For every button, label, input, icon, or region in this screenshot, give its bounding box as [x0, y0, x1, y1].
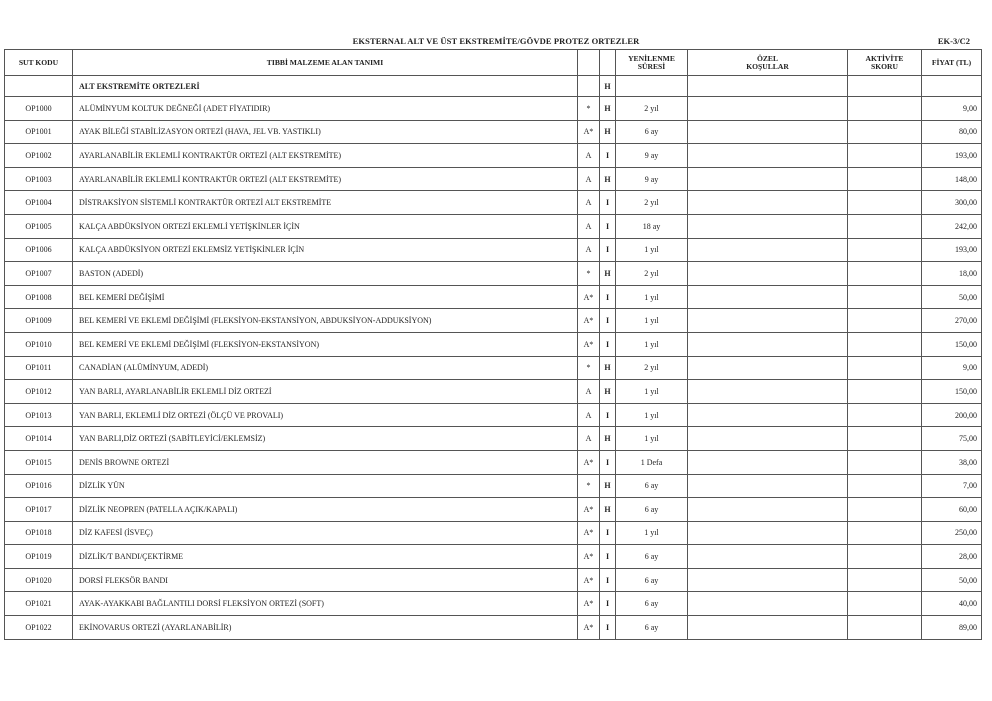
material-name-cell: DİZLİK NEOPREN (PATELLA AÇIK/KAPALI) — [73, 498, 578, 522]
material-name-cell: DİZ KAFESİ (İSVEÇ) — [73, 521, 578, 545]
flag-cell: I — [600, 592, 616, 616]
material-name-cell: AYAK BİLEĞİ STABİLİZASYON ORTEZİ (HAVA, JEL VB. YASTIKLI) — [73, 120, 578, 144]
sut-code-cell: OP1014 — [5, 427, 73, 451]
flag-cell: I — [600, 521, 616, 545]
flag-cell: I — [600, 214, 616, 238]
table-row — [5, 568, 982, 592]
header-material-name: TIBBİ MALZEME ALAN TANIMI — [73, 50, 578, 76]
mark-cell: * — [578, 262, 600, 286]
mark-cell: A — [578, 238, 600, 262]
document-title: EKSTERNAL ALT VE ÜST EKSTREMİTE/GÖVDE PROTEZ ORTEZLER — [352, 36, 640, 46]
activity-score-cell — [848, 332, 922, 356]
activity-score-cell — [848, 474, 922, 498]
activity-score-cell — [848, 167, 922, 191]
table-row — [5, 191, 982, 215]
price-cell: 250,00 — [922, 521, 982, 545]
sut-code-cell: OP1007 — [5, 262, 73, 286]
header-mark — [578, 50, 600, 76]
material-name-cell: YAN BARLI, EKLEMLİ DİZ ORTEZİ (ÖLÇÜ VE PROVALI) — [73, 403, 578, 427]
header-renewal-line2: SÜRESİ — [637, 61, 666, 71]
renewal-period-cell: 6 ay — [616, 568, 688, 592]
activity-score-cell — [848, 450, 922, 474]
price-cell: 50,00 — [922, 285, 982, 309]
sut-code-cell: OP1021 — [5, 592, 73, 616]
flag-cell: I — [600, 309, 616, 333]
mark-cell: A — [578, 427, 600, 451]
table-row — [5, 545, 982, 569]
renewal-period-cell: 18 ay — [616, 214, 688, 238]
activity-score-cell — [848, 238, 922, 262]
special-conditions-cell — [688, 262, 848, 286]
table-row — [5, 214, 982, 238]
renewal-period-cell: 6 ay — [616, 616, 688, 640]
header-activity-line1: AKTİVİTE — [865, 53, 904, 63]
special-conditions-cell — [688, 97, 848, 121]
special-conditions-cell — [688, 144, 848, 168]
header-flag — [600, 50, 616, 76]
table-header-row — [5, 50, 982, 76]
material-name-cell: DENİS BROWNE ORTEZİ — [73, 450, 578, 474]
special-conditions-cell — [688, 427, 848, 451]
renewal-period-cell: 9 ay — [616, 167, 688, 191]
sut-code-cell: OP1006 — [5, 238, 73, 262]
price-cell: 50,00 — [922, 568, 982, 592]
mark-cell: A* — [578, 521, 600, 545]
flag-cell: I — [600, 191, 616, 215]
flag-cell: I — [600, 332, 616, 356]
activity-score-cell — [848, 403, 922, 427]
sut-code-cell: OP1000 — [5, 97, 73, 121]
mark-cell: A — [578, 191, 600, 215]
activity-score-cell — [848, 380, 922, 404]
activity-score-cell — [848, 498, 922, 522]
special-conditions-cell — [688, 521, 848, 545]
section-price-cell — [922, 76, 982, 97]
mark-cell: * — [578, 474, 600, 498]
renewal-period-cell: 1 yıl — [616, 521, 688, 545]
renewal-period-cell: 9 ay — [616, 144, 688, 168]
table-row — [5, 120, 982, 144]
sut-code-cell: OP1010 — [5, 332, 73, 356]
flag-cell: I — [600, 403, 616, 427]
price-cell: 38,00 — [922, 450, 982, 474]
material-name-cell: YAN BARLI, AYARLANABİLİR EKLEMLİ DİZ ORTEZİ — [73, 380, 578, 404]
material-name-cell: ALÜMİNYUM KOLTUK DEĞNEĞİ (ADET FİYATIDIR) — [73, 97, 578, 121]
mark-cell: A — [578, 144, 600, 168]
special-conditions-cell — [688, 568, 848, 592]
section-flag: H — [600, 76, 616, 97]
sut-code-cell: OP1004 — [5, 191, 73, 215]
mark-cell: A* — [578, 498, 600, 522]
flag-cell: I — [600, 568, 616, 592]
price-cell: 9,00 — [922, 356, 982, 380]
special-conditions-cell — [688, 498, 848, 522]
special-conditions-cell — [688, 380, 848, 404]
sut-code-cell: OP1015 — [5, 450, 73, 474]
material-name-cell: DORSİ FLEKSÖR BANDI — [73, 568, 578, 592]
sut-code-cell: OP1011 — [5, 356, 73, 380]
material-name-cell: DİSTRAKSİYON SİSTEMLİ KONTRAKTÜR ORTEZİ ALT EKSTREMİTE — [73, 191, 578, 215]
table-row — [5, 403, 982, 427]
mark-cell: A* — [578, 545, 600, 569]
special-conditions-cell — [688, 285, 848, 309]
material-name-cell: KALÇA ABDÜKSİYON ORTEZİ EKLEMLİ YETİŞKİNLER İÇİN — [73, 214, 578, 238]
material-name-cell: BASTON (ADEDİ) — [73, 262, 578, 286]
activity-score-cell — [848, 262, 922, 286]
price-cell: 28,00 — [922, 545, 982, 569]
flag-cell: H — [600, 356, 616, 380]
sut-code-cell: OP1012 — [5, 380, 73, 404]
table-row — [5, 592, 982, 616]
sut-code-cell: OP1005 — [5, 214, 73, 238]
sut-code-cell: OP1022 — [5, 616, 73, 640]
activity-score-cell — [848, 568, 922, 592]
flag-cell: H — [600, 120, 616, 144]
renewal-period-cell: 6 ay — [616, 498, 688, 522]
activity-score-cell — [848, 616, 922, 640]
flag-cell: I — [600, 238, 616, 262]
flag-cell: H — [600, 167, 616, 191]
flag-cell: I — [600, 450, 616, 474]
flag-cell: H — [600, 97, 616, 121]
table-row — [5, 616, 982, 640]
flag-cell: I — [600, 616, 616, 640]
table-row — [5, 97, 982, 121]
special-conditions-cell — [688, 450, 848, 474]
price-cell: 242,00 — [922, 214, 982, 238]
material-name-cell: BEL KEMERİ DEĞİŞİMİ — [73, 285, 578, 309]
table-row — [5, 474, 982, 498]
special-conditions-cell — [688, 545, 848, 569]
price-cell: 150,00 — [922, 332, 982, 356]
price-cell: 40,00 — [922, 592, 982, 616]
renewal-period-cell: 2 yıl — [616, 262, 688, 286]
special-conditions-cell — [688, 238, 848, 262]
flag-cell: H — [600, 380, 616, 404]
mark-cell: A* — [578, 332, 600, 356]
table-row — [5, 144, 982, 168]
table-row — [5, 356, 982, 380]
price-cell: 148,00 — [922, 167, 982, 191]
table-row — [5, 450, 982, 474]
renewal-period-cell: 6 ay — [616, 120, 688, 144]
activity-score-cell — [848, 191, 922, 215]
sut-code-cell: OP1008 — [5, 285, 73, 309]
material-name-cell: BEL KEMERİ VE EKLEMİ DEĞİŞİMİ (FLEKSİYON-EKSTANSİYON, ABDUKSİYON-ADDUKSİYON) — [73, 309, 578, 333]
section-row — [5, 76, 982, 97]
activity-score-cell — [848, 427, 922, 451]
special-conditions-cell — [688, 403, 848, 427]
activity-score-cell — [848, 97, 922, 121]
renewal-period-cell: 2 yıl — [616, 191, 688, 215]
document-code: EK-3/C2 — [937, 36, 970, 46]
mark-cell: A* — [578, 450, 600, 474]
flag-cell: H — [600, 498, 616, 522]
special-conditions-cell — [688, 191, 848, 215]
flag-cell: I — [600, 545, 616, 569]
header-price: FİYAT (TL) — [922, 50, 982, 76]
sut-code-cell: OP1017 — [5, 498, 73, 522]
material-name-cell: AYAK-AYAKKABI BAĞLANTILI DORSİ FLEKSİYON ORTEZİ (SOFT) — [73, 592, 578, 616]
sut-code-cell: OP1002 — [5, 144, 73, 168]
special-conditions-cell — [688, 167, 848, 191]
table-row — [5, 262, 982, 286]
activity-score-cell — [848, 356, 922, 380]
price-cell: 150,00 — [922, 380, 982, 404]
header-special-line2: KOŞULLAR — [746, 61, 789, 71]
activity-score-cell — [848, 309, 922, 333]
sut-code-cell: OP1019 — [5, 545, 73, 569]
renewal-period-cell: 1 yıl — [616, 380, 688, 404]
mark-cell: A* — [578, 592, 600, 616]
material-name-cell: CANADİAN (ALÜMİNYUM, ADEDİ) — [73, 356, 578, 380]
flag-cell: I — [600, 144, 616, 168]
special-conditions-cell — [688, 120, 848, 144]
material-name-cell: BEL KEMERİ VE EKLEMİ DEĞİŞİMİ (FLEKSİYON-EKSTANSİYON) — [73, 332, 578, 356]
price-table — [4, 49, 982, 640]
renewal-period-cell: 1 yıl — [616, 403, 688, 427]
activity-score-cell — [848, 285, 922, 309]
table-row — [5, 427, 982, 451]
material-name-cell: YAN BARLI,DİZ ORTEZİ (SABİTLEYİCİ/EKLEMSİZ) — [73, 427, 578, 451]
material-name-cell: AYARLANABİLİR EKLEMLİ KONTRAKTÜR ORTEZİ (ALT EKSTREMİTE) — [73, 144, 578, 168]
table-row — [5, 167, 982, 191]
header-renewal-period — [616, 50, 688, 76]
renewal-period-cell: 1 yıl — [616, 332, 688, 356]
price-cell: 193,00 — [922, 238, 982, 262]
price-cell: 300,00 — [922, 191, 982, 215]
activity-score-cell — [848, 144, 922, 168]
price-cell: 200,00 — [922, 403, 982, 427]
activity-score-cell — [848, 545, 922, 569]
section-special-cell — [688, 76, 848, 97]
table-row — [5, 309, 982, 333]
material-name-cell: EKİNOVARUS ORTEZİ (AYARLANABİLİR) — [73, 616, 578, 640]
section-activity-cell — [848, 76, 922, 97]
renewal-period-cell: 6 ay — [616, 592, 688, 616]
special-conditions-cell — [688, 616, 848, 640]
price-cell: 7,00 — [922, 474, 982, 498]
special-conditions-cell — [688, 214, 848, 238]
mark-cell: A — [578, 167, 600, 191]
mark-cell: A* — [578, 616, 600, 640]
renewal-period-cell: 1 yıl — [616, 427, 688, 451]
special-conditions-cell — [688, 332, 848, 356]
sut-code-cell: OP1001 — [5, 120, 73, 144]
mark-cell: * — [578, 356, 600, 380]
flag-cell: H — [600, 474, 616, 498]
price-cell: 270,00 — [922, 309, 982, 333]
table-row — [5, 521, 982, 545]
special-conditions-cell — [688, 309, 848, 333]
flag-cell: I — [600, 285, 616, 309]
activity-score-cell — [848, 120, 922, 144]
header-renewal-line1: YENİLENME — [628, 53, 675, 63]
activity-score-cell — [848, 214, 922, 238]
material-name-cell: DİZLİK YÜN — [73, 474, 578, 498]
mark-cell: A — [578, 380, 600, 404]
renewal-period-cell: 1 yıl — [616, 238, 688, 262]
activity-score-cell — [848, 592, 922, 616]
renewal-period-cell: 2 yıl — [616, 97, 688, 121]
mark-cell: A — [578, 214, 600, 238]
renewal-period-cell: 1 yıl — [616, 309, 688, 333]
table-row — [5, 380, 982, 404]
section-renewal-cell — [616, 76, 688, 97]
mark-cell: A — [578, 403, 600, 427]
sut-code-cell: OP1009 — [5, 309, 73, 333]
sut-code-cell: OP1016 — [5, 474, 73, 498]
price-cell: 18,00 — [922, 262, 982, 286]
price-cell: 80,00 — [922, 120, 982, 144]
activity-score-cell — [848, 521, 922, 545]
mark-cell: A* — [578, 285, 600, 309]
table-row — [5, 238, 982, 262]
price-cell: 89,00 — [922, 616, 982, 640]
table-row — [5, 332, 982, 356]
section-mark-cell — [578, 76, 600, 97]
mark-cell: A* — [578, 309, 600, 333]
table-row — [5, 285, 982, 309]
mark-cell: A* — [578, 568, 600, 592]
section-title: ALT EKSTREMİTE ORTEZLERİ — [73, 76, 578, 97]
sut-code-cell: OP1013 — [5, 403, 73, 427]
header-activity-line2: SKORU — [870, 61, 898, 71]
flag-cell: H — [600, 427, 616, 451]
price-cell: 60,00 — [922, 498, 982, 522]
special-conditions-cell — [688, 474, 848, 498]
price-cell: 9,00 — [922, 97, 982, 121]
sut-code-cell: OP1018 — [5, 521, 73, 545]
price-cell: 75,00 — [922, 427, 982, 451]
sut-code-cell: OP1020 — [5, 568, 73, 592]
section-code-cell — [5, 76, 73, 97]
special-conditions-cell — [688, 592, 848, 616]
header-activity-score — [848, 50, 922, 76]
mark-cell: A* — [578, 120, 600, 144]
renewal-period-cell: 1 Defa — [616, 450, 688, 474]
material-name-cell: KALÇA ABDÜKSİYON ORTEZİ EKLEMSİZ YETİŞKİNLER İÇİN — [73, 238, 578, 262]
renewal-period-cell: 6 ay — [616, 474, 688, 498]
material-name-cell: DİZLİK/T BANDI/ÇEKTİRME — [73, 545, 578, 569]
header-special-conditions — [688, 50, 848, 76]
mark-cell: * — [578, 97, 600, 121]
renewal-period-cell: 2 yıl — [616, 356, 688, 380]
header-special-line1: ÖZEL — [756, 53, 779, 63]
table-row — [5, 498, 982, 522]
flag-cell: H — [600, 262, 616, 286]
renewal-period-cell: 1 yıl — [616, 285, 688, 309]
material-name-cell: AYARLANABİLİR EKLEMLİ KONTRAKTÜR ORTEZİ (ALT EKSTREMİTE) — [73, 167, 578, 191]
renewal-period-cell: 6 ay — [616, 545, 688, 569]
header-sut-code: SUT KODU — [5, 50, 73, 76]
sut-code-cell: OP1003 — [5, 167, 73, 191]
special-conditions-cell — [688, 356, 848, 380]
price-cell: 193,00 — [922, 144, 982, 168]
